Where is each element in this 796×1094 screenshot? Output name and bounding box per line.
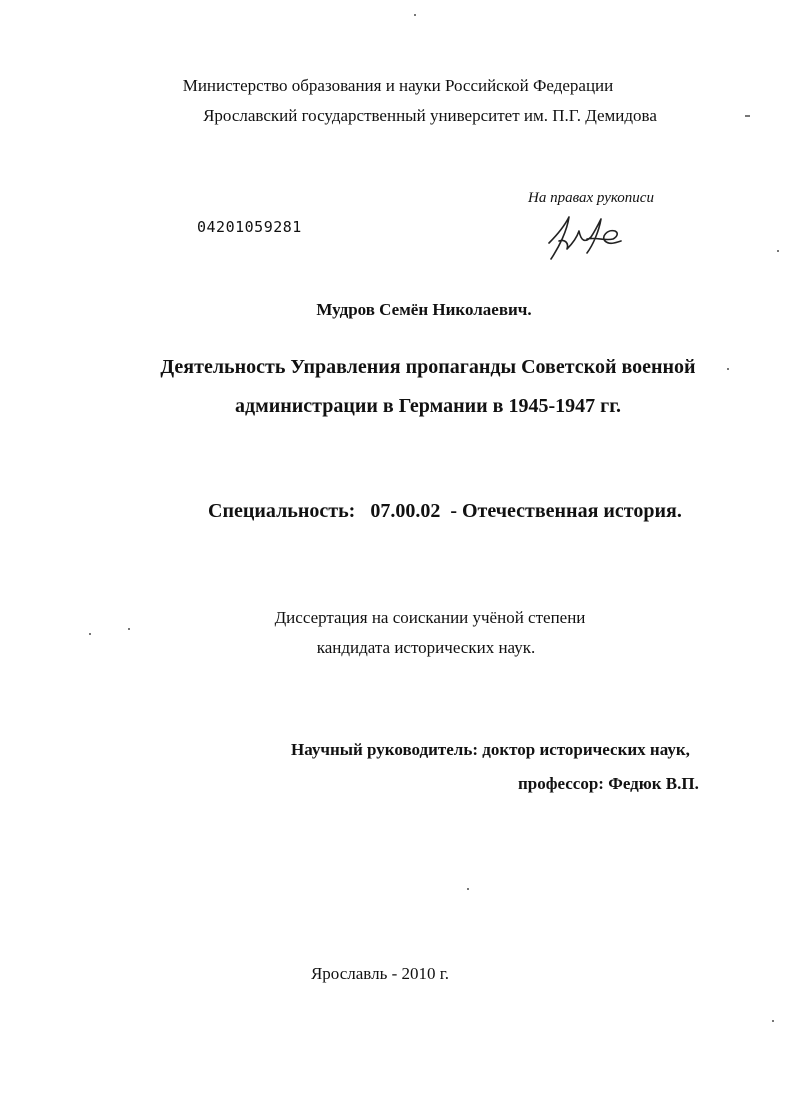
manuscript-note: На правах рукописи <box>528 190 654 206</box>
dissertation-line-2: кандидата исторических наук. <box>316 638 536 657</box>
city-year: Ярославль - 2010 г. <box>310 964 450 983</box>
scan-speck <box>128 628 130 630</box>
university-line: Ярославский государственный университет им. П.Г. Демидова <box>203 106 657 125</box>
specialty-code: 07.00.02 <box>370 500 441 522</box>
specialty-line <box>208 500 682 523</box>
scan-speck <box>745 115 750 117</box>
supervisor-line-2: профессор: Федюк В.П. <box>518 774 699 793</box>
signature-icon <box>543 213 623 263</box>
scan-speck <box>414 14 416 16</box>
catalog-number: 04201059281 <box>197 218 302 236</box>
dissertation-line-1: Диссертация на соискании учёной степени <box>274 608 586 627</box>
supervisor-line-1: Научный руководитель: доктор исторических наук, <box>291 740 690 759</box>
author-name: Мудров Семён Николаевич. <box>316 300 532 319</box>
specialty-label: Специальность: <box>208 500 356 522</box>
thesis-title-line-1: Деятельность Управления пропаганды Советской военной <box>160 356 696 378</box>
scan-speck <box>727 368 729 370</box>
scan-speck <box>777 250 779 252</box>
scan-speck <box>89 633 91 635</box>
scan-speck <box>467 888 469 890</box>
ministry-line: Министерство образования и науки Российской Федерации <box>182 76 614 95</box>
thesis-title-line-2: администрации в Германии в 1945-1947 гг. <box>234 395 622 417</box>
specialty-name: - Отечественная история. <box>450 500 682 522</box>
scan-speck <box>772 1020 774 1022</box>
